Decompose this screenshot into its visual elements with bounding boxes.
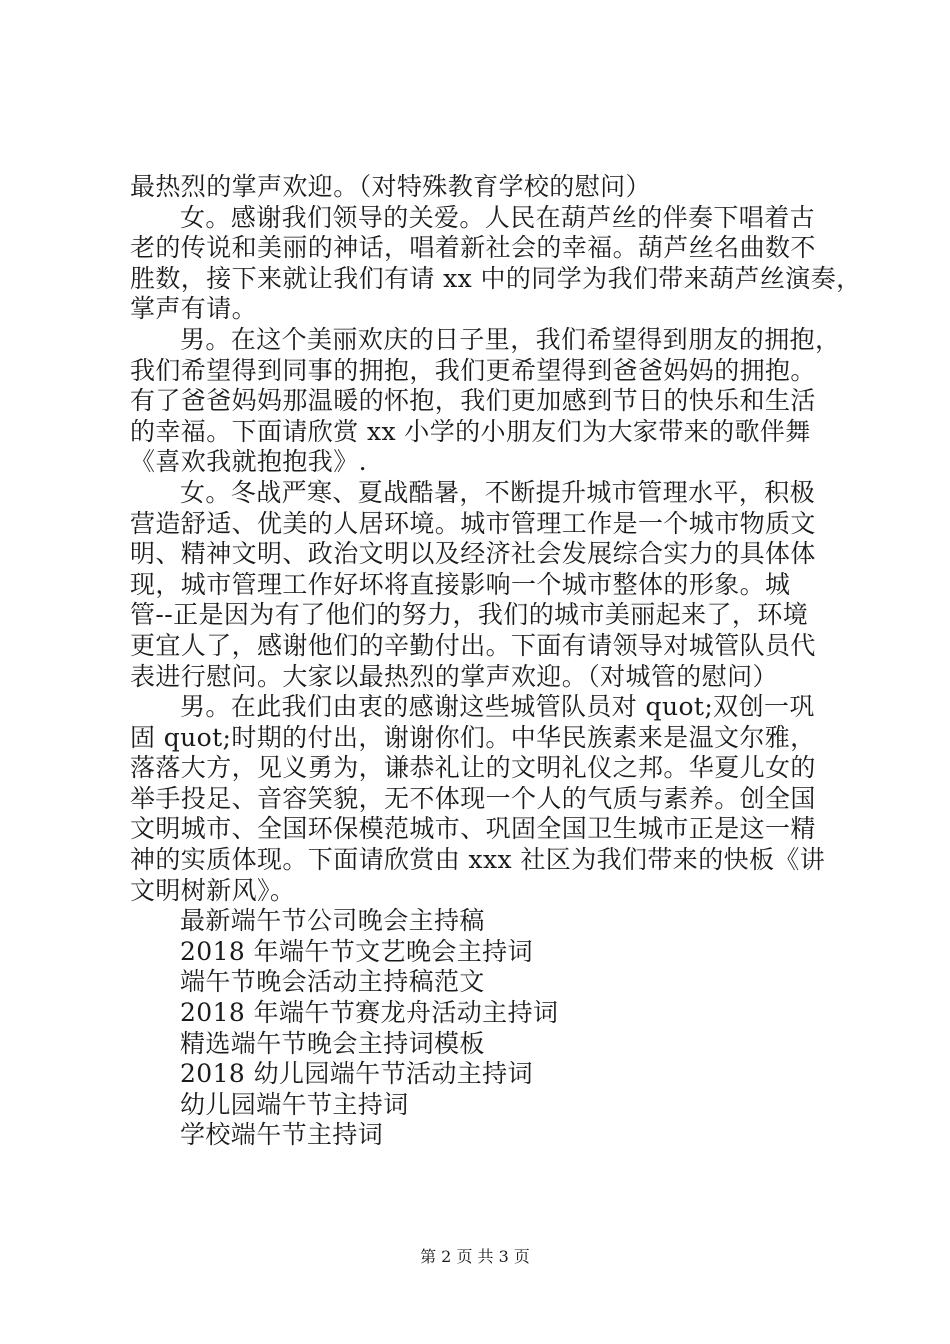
related-link[interactable]: 端午节晚会活动主持稿范文 [180,967,485,997]
text-line: 神的实质体现。下面请欣赏由 xxx 社区为我们带来的快板《讲 [130,845,826,875]
related-link[interactable]: 2018 年端午节文艺晚会主持词 [180,936,533,966]
related-link[interactable]: 精选端午节晚会主持词模板 [180,1028,485,1058]
paragraph-female-1: 女。感谢我们领导的关爱。人民在葫芦丝的伴奏下唱着古 [180,202,816,232]
text-line: 营造舒适、优美的人居环境。城市管理工作是一个城市物质文 [130,508,816,538]
text-line: 我们希望得到同事的拥抱，我们更希望得到爸爸妈妈的拥抱。 [130,355,816,385]
related-link[interactable]: 幼儿园端午节主持词 [180,1089,409,1119]
text-line: 落落大方，见义勇为，谦恭礼让的文明礼仪之邦。华夏儿女的 [130,753,816,783]
text-line: 胜数，接下来就让我们有请 xx 中的同学为我们带来葫芦丝演奏， [130,263,862,293]
paragraph-male-1: 男。在这个美丽欢庆的日子里，我们希望得到朋友的拥抱， [180,324,841,354]
text-line: 有了爸爸妈妈那温暖的怀抱，我们更加感到节日的快乐和生活 [130,386,816,416]
related-links-list [130,906,830,1151]
text-line: 表进行慰问。大家以最热烈的掌声欢迎。（对城管的慰问） [130,661,778,691]
text-line: 文明城市、全国环保模范城市、巩固全国卫生城市正是这一精 [130,814,816,844]
document-body [130,172,862,1151]
page-number-footer: 第 2 页 共 3 页 [420,1247,530,1266]
text-line: 固 quot;时期的付出，谢谢你们。中华民族素来是温文尔雅， [130,722,816,752]
related-link[interactable]: 2018 幼儿园端午节活动主持词 [180,1059,533,1089]
text-line: 管--正是因为有了他们的努力，我们的城市美丽起来了，环境 [130,600,809,630]
paragraph-female-2: 女。冬战严寒、夏战酷暑，不断提升城市管理水平，积极 [180,477,816,507]
text-line: 现，城市管理工作好坏将直接影响一个城市整体的形象。城 [130,569,791,599]
paragraph-male-2: 男。在此我们由衷的感谢这些城管队员对 quot;双创一巩 [180,692,815,722]
text-line: 文明树新风》。 [130,875,296,905]
text-line: 《喜欢我就抱抱我》. [130,447,367,477]
text-line: 更宜人了，感谢他们的辛勤付出。下面有请领导对城管队员代 [130,630,816,660]
text-line: 最热烈的掌声欢迎。（对特殊教育学校的慰问） [130,172,651,201]
text-line: 的幸福。下面请欣赏 xx 小学的小朋友们为大家带来的歌伴舞 [130,416,811,446]
text-line: 老的传说和美丽的神话，唱着新社会的幸福。葫芦丝名曲数不 [130,233,816,263]
related-link[interactable]: 2018 年端午节赛龙舟活动主持词 [180,998,559,1028]
text-line: 举手投足、音容笑貌，无不体现一个人的气质与素养。创全国 [130,783,816,813]
related-link[interactable]: 学校端午节主持词 [180,1120,384,1150]
related-link[interactable]: 最新端午节公司晚会主持稿 [180,906,485,936]
text-line: 明、精神文明、政治文明以及经济社会发展综合实力的具体体 [130,539,816,569]
text-line: 掌声有请。 [130,294,258,324]
